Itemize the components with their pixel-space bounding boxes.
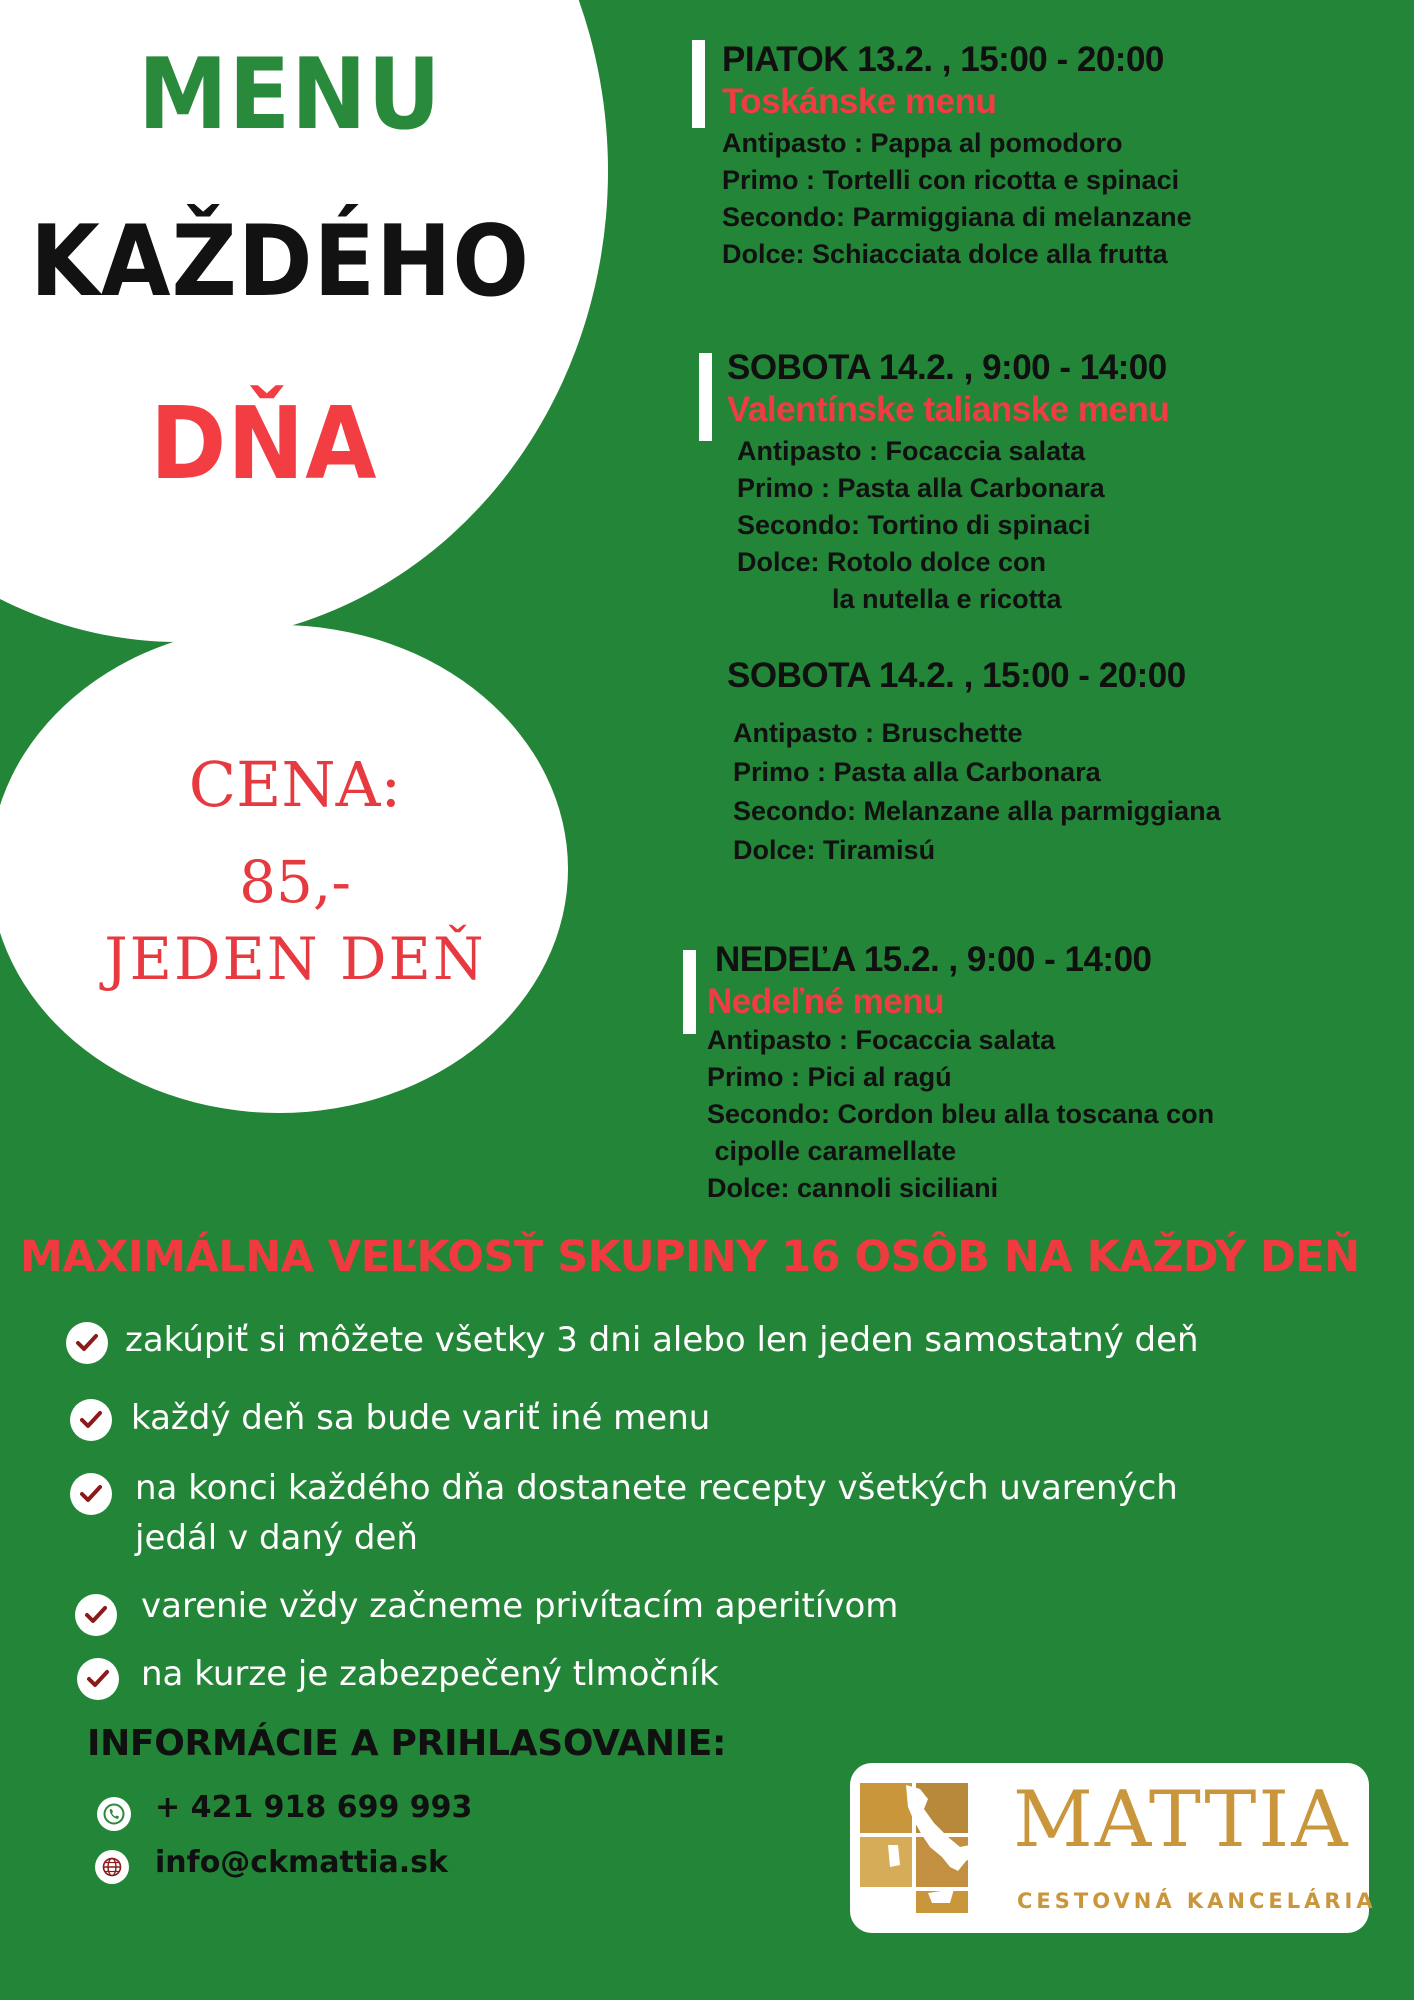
bullet-different-menu: každý deň sa bude variť iné menu bbox=[131, 1398, 711, 1438]
title-menu: MENU bbox=[138, 38, 442, 152]
globe-icon bbox=[95, 1850, 129, 1884]
bullet-aperitif: varenie vždy začneme privítacím aperitívom bbox=[141, 1586, 899, 1626]
course-dolce: Dolce: Schiacciata dolce alla frutta bbox=[722, 239, 1168, 269]
check-icon bbox=[66, 1322, 108, 1364]
logo-name: MATTIA bbox=[1013, 1775, 1350, 1865]
check-icon bbox=[77, 1658, 119, 1700]
day-accent-bar bbox=[699, 353, 712, 441]
day-subtitle: Nedeľné menu bbox=[707, 982, 944, 1021]
day-accent-bar bbox=[692, 40, 705, 128]
course-dolce: Dolce: Tiramisú bbox=[733, 835, 936, 865]
bullet-recipes: na konci každého dňa dostanete recepty všetkých uvarených bbox=[135, 1468, 1178, 1508]
email-address[interactable]: info@ckmattia.sk bbox=[155, 1845, 448, 1880]
italy-map-logo-mark bbox=[858, 1775, 998, 1917]
info-heading: INFORMÁCIE A PRIHLASOVANIE: bbox=[87, 1723, 727, 1764]
course-dolce: Dolce: cannoli siciliani bbox=[707, 1173, 999, 1203]
day-heading: PIATOK 13.2. , 15:00 - 20:00 bbox=[722, 40, 1164, 79]
title-kazdeho: KAŽDÉHO bbox=[30, 205, 530, 319]
course-primo: Primo : Pici al ragú bbox=[707, 1062, 952, 1092]
day-heading: SOBOTA 14.2. , 15:00 - 20:00 bbox=[727, 656, 1186, 695]
phone-icon bbox=[97, 1797, 131, 1831]
course-primo: Primo : Pasta alla Carbonara bbox=[737, 473, 1105, 503]
day-heading: SOBOTA 14.2. , 9:00 - 14:00 bbox=[727, 348, 1167, 387]
price-unit: JEDEN DEŇ bbox=[104, 925, 486, 993]
logo-subtitle: CESTOVNÁ KANCELÁRIA bbox=[1017, 1889, 1377, 1913]
day-heading: NEDEĽA 15.2. , 9:00 - 14:00 bbox=[715, 940, 1152, 979]
check-icon bbox=[70, 1399, 112, 1441]
course-primo: Primo : Tortelli con ricotta e spinaci bbox=[722, 165, 1180, 195]
course-antipasto: Antipasto : Focaccia salata bbox=[707, 1025, 1056, 1055]
course-secondo: Secondo: Cordon bleu alla toscana con bbox=[707, 1099, 1215, 1129]
course-secondo: Secondo: Parmiggiana di melanzane bbox=[722, 202, 1192, 232]
course-antipasto: Antipasto : Pappa al pomodoro bbox=[722, 128, 1123, 158]
course-dolce-continued: la nutella e ricotta bbox=[832, 584, 1062, 614]
course-primo: Primo : Pasta alla Carbonara bbox=[733, 757, 1101, 787]
day-subtitle: Toskánske menu bbox=[722, 82, 997, 121]
course-secondo: Secondo: Melanzane alla parmiggiana bbox=[733, 796, 1221, 826]
bullet-buy-days: zakúpiť si môžete všetky 3 dni alebo len jeden samostatný deň bbox=[125, 1320, 1199, 1360]
phone-number[interactable]: + 421 918 699 993 bbox=[155, 1790, 473, 1825]
mattia-logo bbox=[850, 1763, 1377, 1933]
max-group-size-notice: MAXIMÁLNA VEĽKOSŤ SKUPINY 16 OSÔB NA KAŽDÝ DEŇ bbox=[20, 1232, 1360, 1282]
course-secondo-continued: cipolle caramellate bbox=[707, 1136, 957, 1166]
price-label: CENA: bbox=[188, 748, 402, 821]
course-antipasto: Antipasto : Focaccia salata bbox=[737, 436, 1086, 466]
bullet-recipes-continued: jedál v daný deň bbox=[135, 1518, 418, 1558]
price-amount: 85,- bbox=[239, 848, 351, 916]
course-dolce: Dolce: Rotolo dolce con bbox=[737, 547, 1047, 577]
course-antipasto: Antipasto : Bruschette bbox=[733, 718, 1023, 748]
check-icon bbox=[75, 1594, 117, 1636]
day-subtitle: Valentínske talianske menu bbox=[727, 390, 1170, 429]
check-icon bbox=[70, 1473, 112, 1515]
bullet-interpreter: na kurze je zabezpečený tlmočník bbox=[141, 1654, 719, 1694]
day-accent-bar bbox=[683, 950, 696, 1034]
course-secondo: Secondo: Tortino di spinaci bbox=[737, 510, 1091, 540]
title-dna: DŇA bbox=[150, 385, 378, 502]
day-block-sobota-afternoon bbox=[727, 656, 1221, 870]
